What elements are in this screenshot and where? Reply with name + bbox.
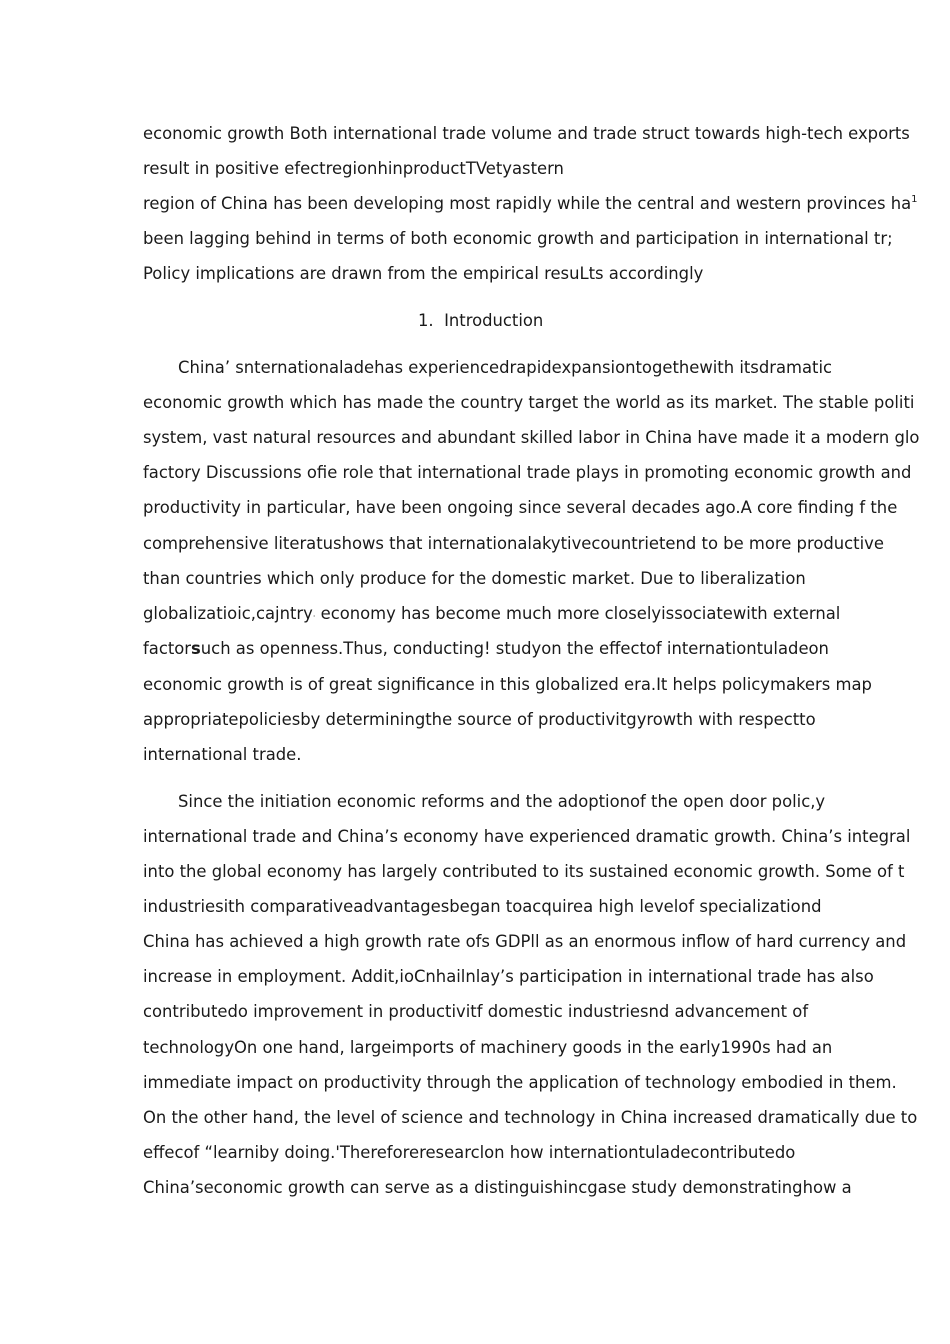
paragraph-line: than countries which only produce for the domestic market. Due to liberalization: [143, 569, 806, 588]
paragraph-line: On the other hand, the level of science and technology in China increased dramatically due to: [143, 1108, 918, 1127]
section-heading: [418, 311, 543, 331]
paragraph-line: factorsuch as openness.Thus, conducting! studyon the effectof internationtuladeon: [143, 639, 829, 658]
paragraph-line: economic growth is of great significance in this globalized era.It helps policymakers map: [143, 675, 872, 694]
paragraph-line: international trade.: [143, 745, 302, 764]
section-title: Introduction: [444, 311, 544, 330]
section-number: 1.: [418, 311, 434, 330]
paragraph-line: appropriatepoliciesby determiningthe source of productivitgyrowth with respectto: [143, 710, 816, 729]
paragraph-line: Since the initiation economic reforms and the adoptionof the open door polic,y: [178, 792, 826, 811]
stray-mark: ·: [312, 612, 316, 621]
paragraph-line: increase in employment. Addit,ioCnhailnlay’s participation in international trade has also: [143, 967, 874, 986]
paragraph-line: China’seconomic growth can serve as a distinguishincgase study demonstratinghow a: [143, 1178, 852, 1197]
paragraph-line: immediate impact on productivity through the application of technology embodied in them.: [143, 1073, 897, 1092]
paragraph-line: globalizatioic,cajntry· economy has become much more closelyissociatewith external: [143, 604, 841, 623]
paragraph-line: productivity in particular, have been ongoing since several decades ago.A core finding f the: [143, 498, 898, 517]
paragraph-line: China’ snternationaladehas experiencedrapidexpansiontogethewith itsdramatic: [178, 358, 833, 377]
paragraph-line: contributedo improvement in productivitf domestic industriesnd advancement of: [143, 1002, 809, 1021]
paragraph-line: economic growth which has made the country target the world as its market. The stable politi: [143, 393, 915, 412]
footnote-marker: 1: [911, 194, 918, 205]
paragraph-line: technologyOn one hand, largeimports of machinery goods in the early1990s had an: [143, 1038, 833, 1057]
abstract-line: Policy implications are drawn from the empirical resuLts accordingly: [143, 264, 704, 283]
bold-letter: s: [191, 639, 201, 658]
abstract-line: economic growth Both international trade volume and trade struct towards high-tech exports: [143, 124, 910, 143]
abstract-line: region of China has been developing most rapidly while the central and western provinces $ha^1$: [143, 194, 918, 213]
paragraph-line: China has achieved a high growth rate ofs GDPll as an enormous inflow of hard currency and: [143, 932, 907, 951]
paragraph-line: industriesith comparativeadvantagesbegan toacquirea high levelof specializationd: [143, 897, 822, 916]
paragraph-line: international trade and China’s economy have experienced dramatic growth. China’s integral: [143, 827, 911, 846]
paragraph-line: into the global economy has largely contributed to its sustained economic growth. Some of t: [143, 862, 905, 881]
paragraph-line: factory Discussions ofie role that international trade plays in promoting economic growth and: [143, 463, 912, 482]
paragraph-line: comprehensive literatushows that internationalakytivecountrietend to be more productive: [143, 534, 884, 553]
paragraph-line: system, vast natural resources and abundant skilled labor in China have made it a modern glo: [143, 428, 920, 447]
paragraph-line: effecof “learniby doing.'Thereforeresearclon how internationtuladecontributedo: [143, 1143, 796, 1162]
abstract-line: been lagging behind in terms of both economic growth and participation in international tr;: [143, 229, 893, 248]
abstract-line: result in positive efectregionhinproductTVetyastern: [143, 159, 564, 178]
